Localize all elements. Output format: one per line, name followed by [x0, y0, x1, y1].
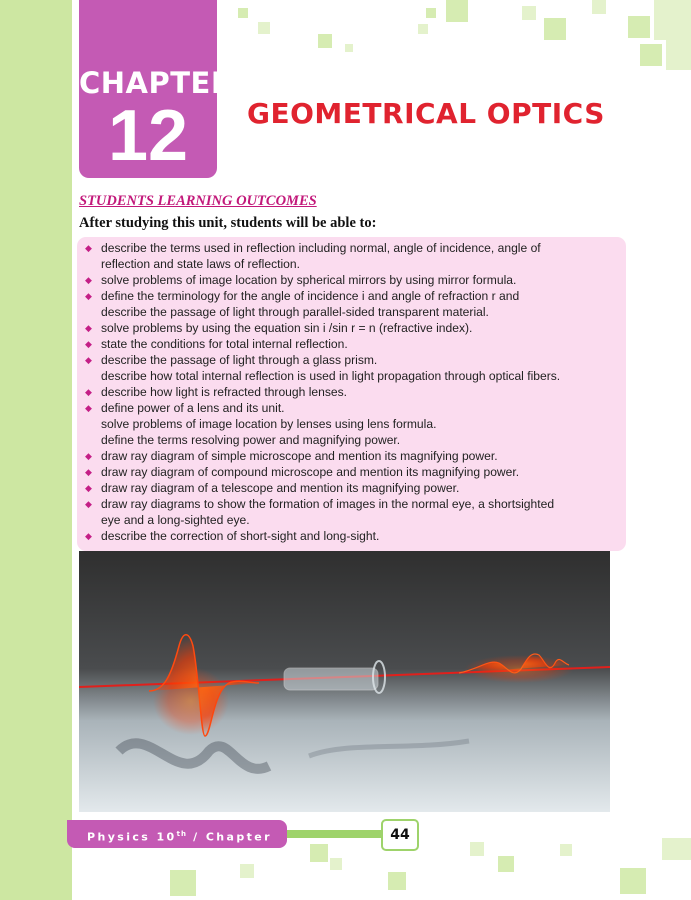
outcome-item — [85, 528, 618, 544]
diamond-bullet-icon: ◆ — [85, 531, 92, 541]
outcome-item — [85, 304, 618, 320]
chapter-badge — [79, 0, 234, 178]
outcome-text: reflection and state laws of reflection. — [101, 257, 300, 271]
outcome-text: solve problems of image location by spherical mirrors by using mirror formula. — [101, 273, 517, 287]
outcomes-box — [77, 237, 626, 551]
chapter-number: 12 — [107, 96, 189, 176]
footer-chapter: / Chapter 12 — [87, 830, 272, 872]
chapter-label: CHAPTER — [79, 66, 234, 100]
outcome-item — [85, 480, 618, 496]
bullet-spacer — [85, 304, 101, 320]
outcome-item — [85, 496, 618, 512]
diamond-bullet-icon: ◆ — [85, 387, 92, 397]
outcome-item — [85, 384, 618, 400]
outcome-text: draw ray diagram of compound microscope and mention its magnifying power. — [101, 465, 520, 479]
diamond-bullet-icon: ◆ — [85, 403, 92, 413]
diamond-bullet-icon: ◆ — [85, 355, 92, 365]
outcomes-intro: After studying this unit, students will be able to: — [79, 215, 377, 231]
outcome-text: solve problems by using the equation sin i /sin r = n (refractive index). — [101, 321, 473, 335]
diamond-bullet-icon: ◆ — [85, 451, 92, 461]
outcome-text: define the terminology for the angle of incidence i and angle of refraction r and — [101, 289, 520, 303]
outcome-item — [85, 368, 618, 384]
bullet-spacer — [85, 416, 101, 432]
outcome-item — [85, 448, 618, 464]
bullet-spacer — [85, 256, 101, 272]
diamond-bullet-icon: ◆ — [85, 483, 92, 493]
page-number: 44 — [381, 819, 419, 851]
diamond-bullet-icon: ◆ — [85, 467, 92, 477]
chapter-title: GEOMETRICAL OPTICS — [247, 97, 605, 130]
outcome-item — [85, 432, 618, 448]
diamond-bullet-icon: ◆ — [85, 323, 92, 333]
outcome-text: describe how total internal reflection is used in light propagation through optical fibers. — [101, 369, 561, 383]
outcome-item — [85, 352, 618, 368]
outcome-text: define the terms resolving power and magnifying power. — [101, 433, 401, 447]
bullet-spacer — [85, 432, 101, 448]
outcome-item — [85, 400, 618, 416]
outcome-text: draw ray diagram of a telescope and mention its magnifying power. — [101, 481, 460, 495]
footer-divider — [287, 830, 383, 838]
outcome-text: describe how light is refracted through lenses. — [101, 385, 348, 399]
outcome-item — [85, 240, 618, 256]
bullet-spacer — [85, 368, 101, 384]
outcome-item — [85, 256, 618, 272]
outcome-item — [85, 288, 618, 304]
outcome-text: draw ray diagrams to show the formation of images in the normal eye, a shortsighted — [101, 497, 555, 511]
outcome-text: describe the passage of light through a glass prism. — [101, 353, 378, 367]
outcome-text: eye and a long-sighted eye. — [101, 513, 250, 527]
left-margin-band — [0, 0, 72, 900]
outcome-text: draw ray diagram of simple microscope and mention its magnifying power. — [101, 449, 498, 463]
outcome-item — [85, 320, 618, 336]
laser-pulse-image — [79, 551, 610, 812]
outcome-item — [85, 416, 618, 432]
bullet-spacer — [85, 512, 101, 528]
outcome-item — [85, 272, 618, 288]
diamond-bullet-icon: ◆ — [85, 291, 92, 301]
outcome-text: describe the correction of short-sight and long-sight. — [101, 529, 380, 543]
outcome-item — [85, 464, 618, 480]
outcome-text: describe the terms used in reflection including normal, angle of incidence, angle of — [101, 241, 541, 255]
footer-label — [67, 820, 287, 872]
footer-book: Physics 10 — [87, 830, 177, 844]
outcomes-heading: STUDENTS LEARNING OUTCOMES — [79, 193, 317, 209]
optics-illustration — [79, 551, 610, 812]
diamond-bullet-icon: ◆ — [85, 339, 92, 349]
outcome-item — [85, 512, 618, 528]
outcome-item — [85, 336, 618, 352]
diamond-bullet-icon: ◆ — [85, 243, 92, 253]
outcome-text: state the conditions for total internal reflection. — [101, 337, 348, 351]
diamond-bullet-icon: ◆ — [85, 275, 92, 285]
outcome-text: solve problems of image location by lenses using lens formula. — [101, 417, 437, 431]
diamond-bullet-icon: ◆ — [85, 499, 92, 509]
footer-grade-suffix: th — [176, 830, 187, 838]
outcome-text: describe the passage of light through parallel-sided transparent material. — [101, 305, 489, 319]
outcome-text: define power of a lens and its unit. — [101, 401, 285, 415]
